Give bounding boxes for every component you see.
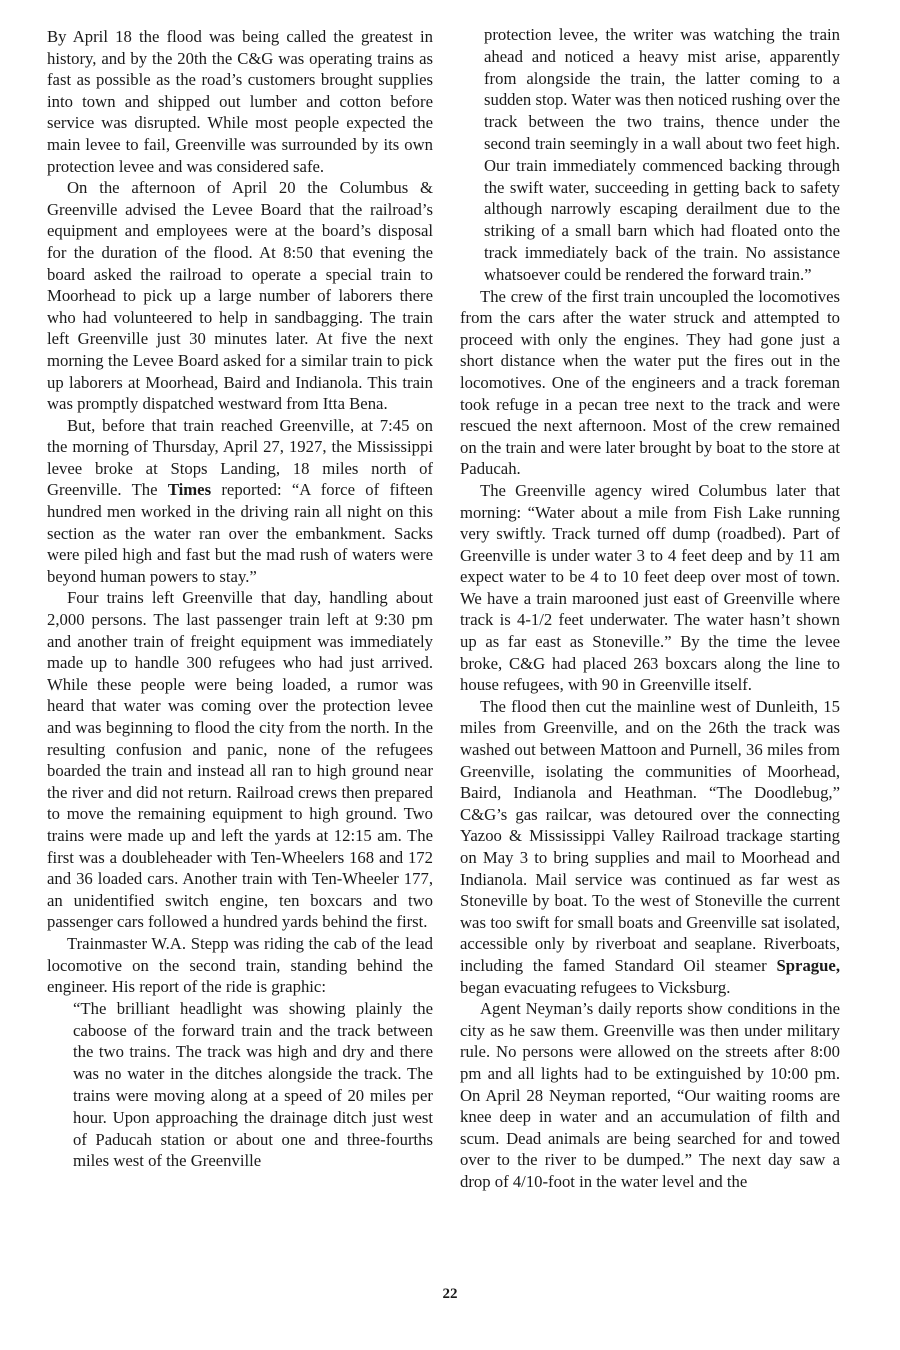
paragraph-levee-board: On the afternoon of April 20 the Columbus & Greenville advised the Levee Board that the railroad’s equipment and employees were at the board’s disposal for the duration of the flood. At 8:50 that evening the board asked the railroad to operate a special train to Moorhead to pick up a large number of laborers there who had volunteered to help in sandbagging. The train left Greenville just 30 minutes later. At five the next morning the Levee Board asked for a similar train to pick up laborers at Moorhead, Baird and Indianola. This train was promptly dispatched westward from Itta Bena. <box>47 178 433 414</box>
paragraph-four-trains: Four trains left Greenville that day, handling about 2,000 persons. The last passenger train left at 9:30 pm and another train of freight equipment was immediately made up to handle 300 refugees who had just arrived. While these people were being loaded, a rumor was heard that water was coming over the protection levee and was beginning to flood the city from the north. In the resulting confusion and panic, none of the refugees boarded the train and instead all ran to high ground near the river and did not return. Railroad crews then prepared to move the remaining equipment to high ground. Two trains were made up and left the yards at 12:15 am. The first was a doubleheader with Ten-Wheelers 168 and 172 and 36 loaded cars. Another train with Ten-Wheeler 177, an unidentified switch engine, ten boxcars and two passenger cars followed a hundred yards behind the first. <box>47 588 433 932</box>
quote-block <box>47 998 433 1172</box>
newspaper-name: Times <box>167 480 212 500</box>
quote-text-continued: protection levee, the writer was watching the train ahead and noticed a heavy mist arise, apparently from alongside the train, the latter coming to a sudden stop. Water was then noticed rushing over the track between the two trains, thence under the second train seemingly in a wall about two feet high. Our train immediately commenced backing through the swift water, succeeding in getting back to safety although narrowly escaping derailment due to the striking of a small barn which had floated onto the track immediately back of the train. No assistance whatsoever could be rendered the forward train.” <box>484 25 840 284</box>
right-column <box>460 24 840 1193</box>
paragraph-mainline-cut <box>460 696 840 998</box>
paragraph-text: began evacuating refugees to Vicksburg. <box>460 977 731 997</box>
paragraph-trainmaster: Trainmaster W.A. Stepp was riding the cab of the lead locomotive on the second train, standing behind the engineer. His report of the ride is graphic: <box>47 933 433 997</box>
paragraph-greatest-flood: By April 18 the flood was being called the greatest in history, and by the 20th the C&G was operating trains as fast as possible as the road’s customers brought supplies into town and shipped out lumber and cotton before service was disrupted. While most people expected the main levee to fail, Greenville was surrounded by its own protection levee and was considered safe. <box>47 27 433 176</box>
paragraph-first-train-crew: The crew of the first train uncoupled the locomotives from the cars after the water struck and attempted to proceed with only the engines. They had gone just a short distance when the water put the fires out in the locomotives. One of the engineers and a track foreman took refuge in a pecan tree next to the track and were rescued the next afternoon. Most of the crew remained on the train and were later brought by boat to the store at Paducah. <box>460 286 840 479</box>
steamer-name: Sprague, <box>776 955 840 975</box>
quote-text: “The brilliant headlight was showing plainly the caboose of the forward train and the track between the two trains. The track was high and dry and there was no water in the ditches alongside the track. The trains were moving along at a speed of 20 miles per hour. Upon approaching the drainage ditch just west of Paducah station or about one and three-fourths miles west of the Greenville <box>73 998 433 1171</box>
quote-block-continued <box>460 24 840 286</box>
page-number: 22 <box>442 1286 458 1302</box>
paragraph-agent-neyman: Agent Neyman’s daily reports show conditions in the city as he saw them. Greenville was then under military rule. No persons were allowed on the streets after 8:00 pm and all lights had to be extinguished by 10:00 pm. On April 28 Neyman reported, “Our waiting rooms are knee deep in water and an accumulation of filth and scum. Dead animals are being searched for and towed over to the river to be dumped.” The next day saw a drop of 4/10-foot in the water level and the <box>460 999 840 1191</box>
paragraph-text: reported: “A force of fifteen hundred men worked in the driving rain all night on this section as the water ran over the embankment. Sacks were piled high and fast but the mad rush of waters were beyond human powers to stay.” <box>47 480 433 586</box>
paragraph-text: The flood then cut the mainline west of Dunleith, 15 miles from Greenville, and on the 26th the track was washed out between Mattoon and Purnell, 36 miles from Greenville, isolating the communities of Moorhead, Baird, Indianola and Heathman. “The Doodlebug,” C&G’s gas railcar, was detoured over the connecting Yazoo & Mississippi Valley Railroad trackage starting on May 3 to bring supplies and mail to Moorhead and Indianola. Mail service was continued as far west as Stoneville by boat. To the west of Stoneville the current was too swift for small boats and Greenville sat isolated, accessible only by riverboat and seaplane. Riverboats, including the famed Standard Oil steamer <box>460 696 840 975</box>
paragraph-greenville-agency: The Greenville agency wired Columbus later that morning: “Water about a mile from Fish Lake running very swiftly. Track turned off dump (roadbed). Part of Greenville is under water 3 to 4 feet deep and by 11 am expect water to be 4 to 10 feet deep over most of town. We have a train marooned just east of Greenville where track is 4-1/2 feet underwater. The water hasn’t shown up as far east as Stoneville.” By the time the levee broke, C&G had placed 263 boxcars along the line to house refugees, with 90 in Greenville itself. <box>460 480 840 695</box>
paragraph-levee-break <box>47 415 433 588</box>
paragraph-text: But, before that train reached Greenville, at 7:45 on the morning of Thursday, April 27, 1927, the Mississippi levee broke at Stops Landing, 18 miles north of Greenville. The <box>47 415 433 500</box>
left-column <box>47 26 433 1172</box>
